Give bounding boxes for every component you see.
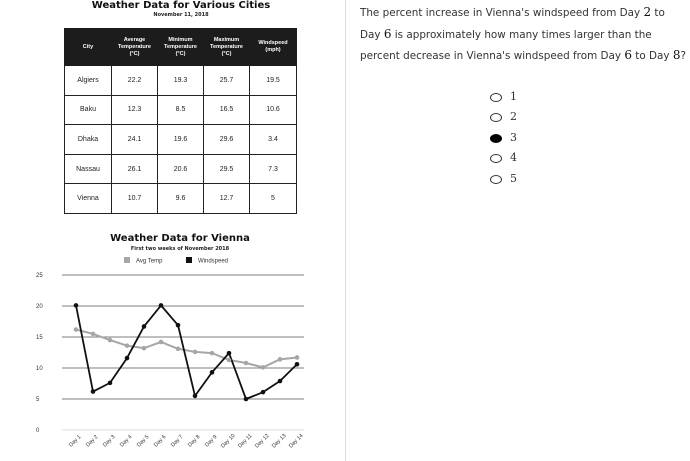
- radio-button[interactable]: [490, 154, 502, 163]
- data-point: [295, 355, 300, 360]
- data-point: [210, 370, 215, 375]
- radio-button[interactable]: [490, 175, 502, 184]
- column-header: Maximum Temperature (°C): [204, 29, 250, 66]
- data-point: [261, 390, 266, 395]
- data-point: [74, 303, 79, 308]
- table-cell: 29.6: [204, 125, 250, 155]
- data-point: [74, 327, 79, 332]
- data-point: [176, 346, 181, 351]
- x-tick-label: Day 1: [68, 434, 83, 449]
- x-tick-label: Day 9: [204, 434, 219, 449]
- data-point: [159, 340, 164, 345]
- table-cell: 19.3: [158, 66, 204, 96]
- table-cell: Dhaka: [65, 125, 112, 155]
- table-cell: 20.6: [158, 154, 204, 184]
- data-point: [278, 379, 283, 384]
- choice-label: 5: [510, 172, 517, 185]
- data-point: [244, 397, 249, 402]
- question-number: 2: [643, 5, 652, 19]
- table-cell: 19.5: [250, 66, 297, 96]
- data-point: [125, 343, 130, 348]
- x-tick-label: Day 13: [271, 433, 288, 450]
- y-tick-label: 20: [36, 304, 43, 310]
- table-cell: Vienna: [65, 184, 112, 214]
- right-panel: [346, 0, 690, 461]
- table-cell: 7.3: [250, 154, 297, 184]
- data-point: [125, 356, 130, 361]
- series-points: [74, 303, 300, 401]
- choice-label: 4: [510, 151, 517, 164]
- data-point: [261, 365, 266, 370]
- table-cell: 26.1: [112, 154, 158, 184]
- x-tick-label: Day 7: [170, 434, 185, 449]
- data-point: [295, 362, 300, 367]
- answer-choice-1[interactable]: [490, 90, 550, 106]
- chart-legend: [124, 257, 228, 265]
- legend-swatch: [186, 257, 192, 263]
- table-cell: 10.6: [250, 95, 297, 125]
- x-tick-label: Day 3: [102, 434, 117, 449]
- data-point: [159, 303, 164, 308]
- column-header: Windspeed (mph): [250, 29, 297, 66]
- table-cell: 29.5: [204, 154, 250, 184]
- answer-choice-2[interactable]: [490, 110, 550, 126]
- data-point: [210, 351, 215, 356]
- question-text-part: to Day: [360, 7, 665, 41]
- answer-choice-3[interactable]: [490, 131, 550, 147]
- table-cell: 19.6: [158, 125, 204, 155]
- question-text-part: ?: [680, 50, 686, 62]
- table-cell: 24.1: [112, 125, 158, 155]
- data-point: [91, 332, 96, 337]
- chart-grid: [62, 275, 304, 430]
- table-cell: 12.3: [112, 95, 158, 125]
- table-cell: 22.2: [112, 66, 158, 96]
- x-tick-label: Day 5: [136, 434, 151, 449]
- answer-choice-5[interactable]: [490, 172, 550, 188]
- y-tick-label: 15: [36, 335, 43, 341]
- data-point: [227, 351, 232, 356]
- table-cell: 25.7: [204, 66, 250, 96]
- question-text-part: The percent increase in Vienna's windspeed from Day: [360, 7, 644, 19]
- table-cell: 5: [250, 184, 297, 214]
- question-text-part: is approximately how many times larger than the percent decrease in Vienna's windspeed from Day: [360, 28, 652, 62]
- x-tick-label: Day 4: [119, 434, 134, 449]
- table-cell: 8.5: [158, 95, 204, 125]
- chart-title: Weather Data for Vienna: [110, 233, 250, 244]
- column-header: Minimum Temperature (°C): [158, 29, 204, 66]
- data-point: [244, 361, 249, 366]
- choice-label: 2: [510, 110, 517, 123]
- radio-button[interactable]: [490, 113, 502, 122]
- table-subtitle: November 11, 2018: [153, 12, 209, 18]
- data-point: [193, 350, 198, 355]
- radio-button[interactable]: [490, 93, 502, 102]
- choice-label: 1: [510, 90, 517, 103]
- data-point: [142, 324, 147, 329]
- y-tick-label: 5: [36, 397, 40, 403]
- table-cell: 9.6: [158, 184, 204, 214]
- table-cell: 16.5: [204, 95, 250, 125]
- question-text-part: to Day: [631, 50, 673, 62]
- x-tick-label: Day 11: [237, 433, 254, 450]
- question-number: 6: [383, 26, 392, 41]
- data-point: [91, 389, 96, 394]
- table-cell: Nassau: [65, 154, 112, 184]
- radio-button[interactable]: [490, 134, 502, 143]
- x-tick-label: Day 8: [187, 434, 202, 449]
- data-point: [278, 357, 283, 362]
- y-tick-label: 25: [36, 273, 43, 279]
- data-point: [108, 338, 113, 343]
- data-point: [142, 346, 147, 351]
- table-cell: 12.7: [204, 184, 250, 214]
- legend-label: Windspeed: [198, 258, 229, 265]
- chart-subtitle: First two weeks of November 2018: [130, 246, 230, 252]
- legend-label: Avg Temp: [136, 258, 163, 265]
- choice-label: 3: [510, 131, 517, 144]
- y-tick-labels: [36, 273, 43, 434]
- column-header: City: [65, 29, 112, 66]
- question-number: 6: [624, 48, 632, 62]
- table-cell: 3.4: [250, 125, 297, 155]
- question-number: 8: [672, 48, 681, 62]
- x-tick-labels: [68, 433, 304, 450]
- table-cell: Baku: [65, 95, 112, 125]
- question-text: [360, 2, 686, 67]
- y-tick-label: 10: [36, 366, 43, 372]
- legend-swatch: [124, 257, 130, 263]
- x-tick-label: Day 6: [153, 434, 168, 449]
- answer-choice-4[interactable]: [490, 151, 550, 167]
- table-cell: 10.7: [112, 184, 158, 214]
- table-cell: Algiers: [65, 66, 112, 96]
- table-title: Weather Data for Various Cities: [91, 0, 271, 11]
- y-tick-label: 0: [36, 428, 40, 434]
- data-point: [108, 381, 113, 386]
- x-tick-label: Day 14: [288, 433, 305, 450]
- data-point: [176, 323, 181, 328]
- x-tick-label: Day 12: [254, 433, 271, 450]
- column-header: Average Temperature (°C): [112, 29, 158, 66]
- data-point: [227, 358, 232, 363]
- data-point: [193, 394, 198, 399]
- x-tick-label: Day 10: [220, 433, 237, 450]
- x-tick-label: Day 2: [85, 434, 100, 449]
